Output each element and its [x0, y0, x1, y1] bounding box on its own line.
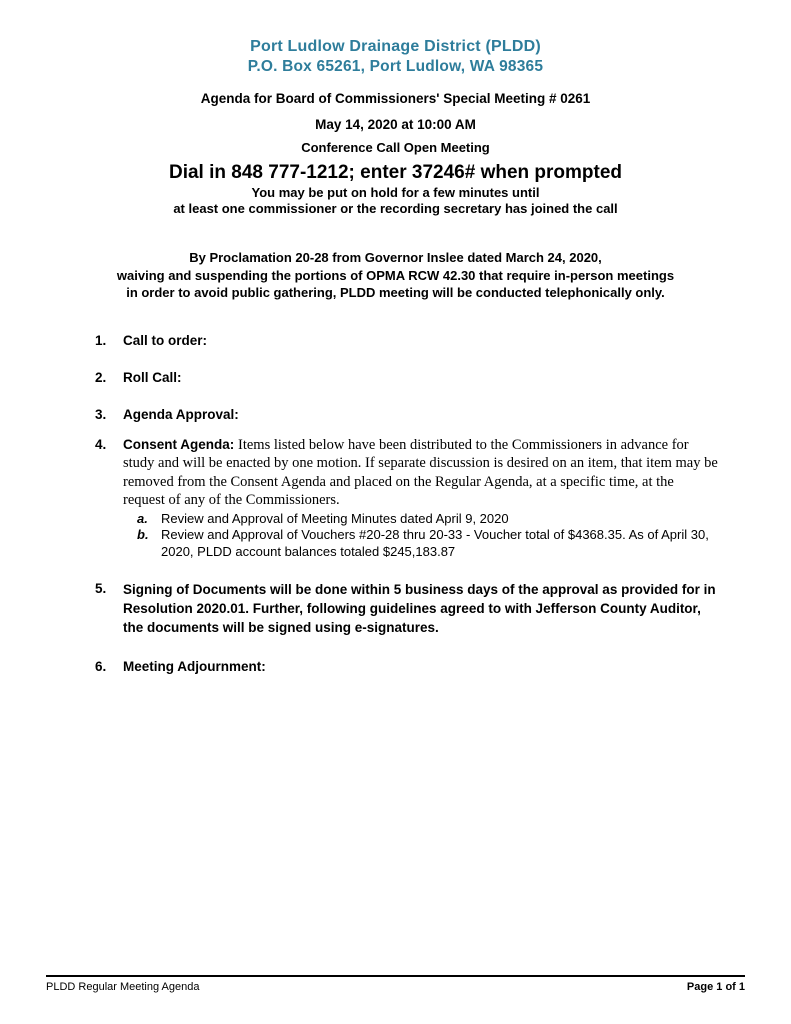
- hold-note-line2: at least one commissioner or the recording secretary has joined the call: [173, 201, 618, 216]
- agenda-item-list: [0, 332, 791, 676]
- item-number: 3.: [95, 406, 107, 422]
- sub-item-minutes-approval: [123, 511, 719, 528]
- item-body: [123, 436, 719, 561]
- org-address: P.O. Box 65261, Port Ludlow, WA 98365: [247, 58, 544, 75]
- meeting-datetime: May 14, 2020 at 10:00 AM: [315, 117, 476, 132]
- agenda-item-meeting-adjournment: [0, 658, 791, 675]
- agenda-title: Agenda for Board of Commissioners' Special Meeting # 0261: [200, 91, 591, 106]
- footer-row: [46, 981, 745, 993]
- item-number: 5.: [95, 581, 107, 596]
- sub-item-vouchers-approval: [123, 527, 719, 560]
- item-title: Roll Call:: [123, 369, 182, 385]
- item-number: 2.: [95, 369, 107, 385]
- agenda-item-signing-of-documents: [0, 580, 791, 637]
- proclamation-notice: [0, 249, 791, 302]
- hold-note-line1: You may be put on hold for a few minutes until: [251, 185, 540, 200]
- proclamation-line2: waiving and suspending the portions of OPMA RCW 42.30 that require in-person meetings: [116, 267, 675, 283]
- consent-agenda-description: Items listed below have been distributed to the Commissioners in advance for study and will be enacted by one motion. If separate discussion is desired on an item, that item may be removed from the Consent Agenda and placed on the Regular Agenda, at a specific time, at the request of any of the Commissioners.: [123, 436, 718, 508]
- footer-document-title: PLDD Regular Meeting Agenda: [46, 981, 200, 993]
- proclamation-line3: in order to avoid public gathering, PLDD meeting will be conducted telephonically only.: [126, 285, 665, 300]
- item-number: 6.: [95, 659, 107, 674]
- proclamation-line1: By Proclamation 20-28 from Governor Inslee dated March 24, 2020,: [189, 250, 602, 265]
- agenda-item-agenda-approval: [0, 406, 791, 423]
- footer-page-number: Page 1 of 1: [686, 981, 745, 993]
- item-title: Call to order:: [123, 332, 208, 348]
- footer-divider: [46, 975, 745, 977]
- consent-agenda-sublist: [123, 511, 719, 561]
- sub-item-letter: b.: [137, 527, 149, 542]
- item-number: 4.: [95, 436, 107, 452]
- sub-item-text: Review and Approval of Vouchers #20-28 thru 20-33 - Voucher total of $4368.35. As of April 30, 2020, PLDD account balances totaled $245,183.87: [161, 527, 709, 559]
- item-title: Signing of Documents will be done within 5 business days of the approval as provided for in Resolution 2020.01. Further, following guidelines agreed to with Jefferson County Auditor, the documents will be signed using e-signatures.: [123, 582, 716, 635]
- agenda-item-call-to-order: [0, 332, 791, 349]
- document-header: [0, 0, 791, 302]
- sub-item-text: Review and Approval of Meeting Minutes dated April 9, 2020: [161, 510, 509, 526]
- item-title: Meeting Adjournment:: [123, 659, 266, 674]
- item-number: 1.: [95, 332, 107, 348]
- dial-in-instructions: Dial in 848 777-1212; enter 37246# when prompted: [168, 162, 623, 183]
- org-name: Port Ludlow Drainage District (PLDD): [250, 38, 541, 55]
- item-title: Consent Agenda:: [123, 436, 235, 452]
- sub-item-letter: a.: [137, 510, 148, 526]
- agenda-item-consent-agenda: [0, 436, 791, 561]
- document-footer: [46, 975, 745, 993]
- meeting-type: Conference Call Open Meeting: [301, 140, 490, 155]
- item-title: Agenda Approval:: [123, 406, 239, 422]
- agenda-item-roll-call: [0, 369, 791, 386]
